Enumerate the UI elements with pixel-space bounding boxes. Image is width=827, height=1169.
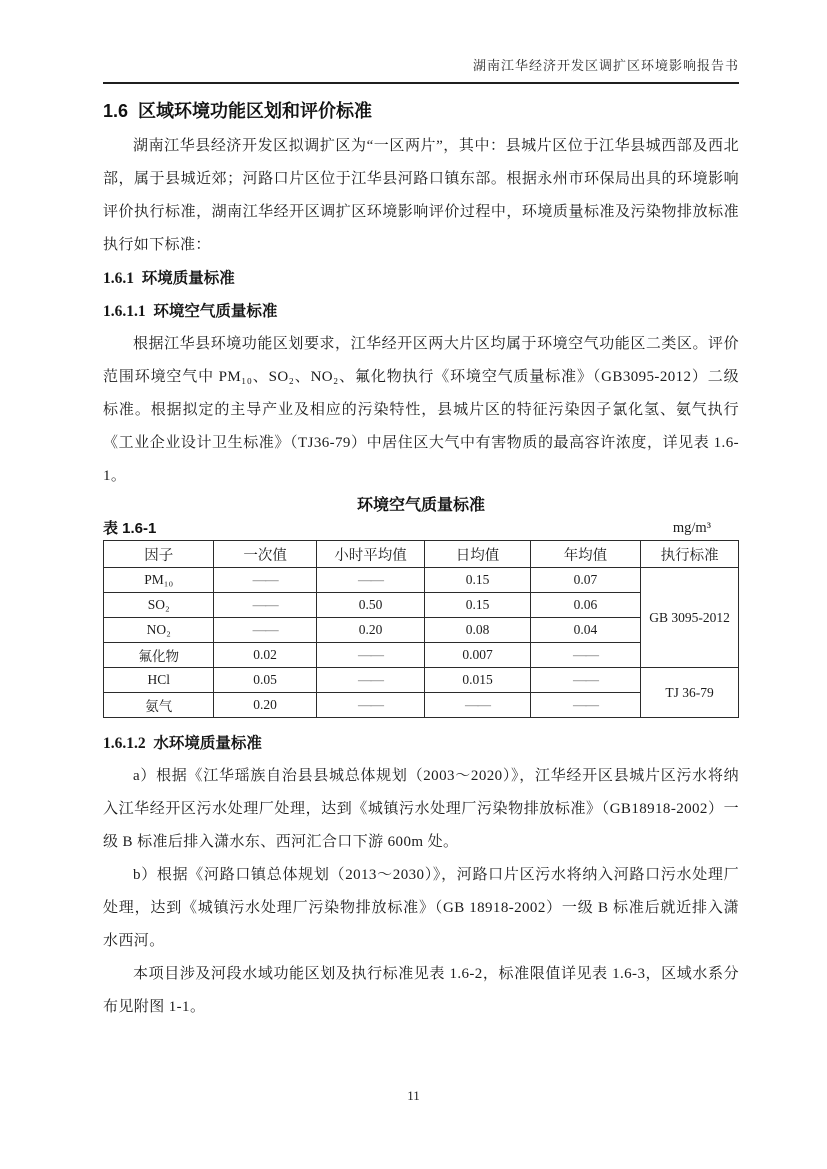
paragraph-water-a: a）根据《江华瑶族自治县县城总体规划（2003～2020）》，江华经开区县城片区污水将纳入江华经开区污水处理厂处理，达到《城镇污水处理厂污染物排放标准》（GB18918-2002）一级 B 标准后排入潇水东、西河汇合口下游 600m 处。 [103,768,739,850]
table-unit: mg/m³ [672,520,711,536]
cell-daily: 0.007 [425,643,530,668]
cell-once: —— [214,568,316,593]
cell-hourly: 0.50 [316,593,425,618]
cell-daily: —— [425,693,530,718]
cell-hourly: —— [316,643,425,668]
cell-once: —— [214,618,316,643]
col-header-annual: 年均值 [530,541,640,568]
paragraph-air-quality: 根据江华县环境功能区划要求，江华经开区两大片区均属于环境空气功能区二类区。评价范围环境空气中 PM₁₀、SO₂、NO₂、氟化物执行《环境空气质量标准》（GB3095-2012）二级标准。根据拟定的主导产业及相应的污染特性，县城片区的特征污染因子氯化氢、氨气执行《工业企业设计卫生标准》（TJ36-79）中居住区大气中有害物质的最高容许浓度，详见表 1.6-1。 [103,336,739,484]
cell-once: 0.05 [214,668,316,693]
cell-annual: 0.06 [530,593,640,618]
section-heading-1-6-1: 1.6.1 环境质量标准 [103,270,235,287]
col-header-once: 一次值 [214,541,316,568]
cell-hourly: —— [316,668,425,693]
air-quality-table-block [103,495,739,718]
cell-daily: 0.15 [425,568,530,593]
col-header-hourly: 小时平均值 [316,541,425,568]
table-header-row [104,541,739,568]
cell-hourly: —— [316,693,425,718]
cell-factor: HCl [104,668,214,693]
section-heading-1-6-1-1: 1.6.1.1 环境空气质量标准 [103,303,278,320]
cell-standard-tj: TJ 36-79 [641,668,739,718]
cell-annual: 0.07 [530,568,640,593]
paragraph-reference: 本项目涉及河段水域功能区划及执行标准见表 1.6-2，标准限值详见表 1.6-3，区域水系分布见附图 1-1。 [103,966,739,1015]
cell-factor: SO₂ [104,593,214,618]
page-number: 11 [407,1088,420,1103]
running-header-text: 湖南江华经济开发区调扩区环境影响报告书 [472,58,739,73]
cell-annual: —— [530,643,640,668]
cell-once: —— [214,593,316,618]
cell-once: 0.02 [214,643,316,668]
paragraph-intro: 湖南江华县经济开发区拟调扩区为“一区两片”，其中：县城片区位于江华县城西部及西北部，属于县城近郊；河路口片区位于江华县河路口镇东部。根据永州市环保局出具的环境影响评价执行标准，湖南江华经开区调扩区环境影响评价过程中，环境质量标准及污染物排放标准执行如下标准： [103,138,739,253]
cell-factor: NO₂ [104,618,214,643]
table-caption [103,518,739,539]
cell-hourly: —— [316,568,425,593]
table-row-hcl [104,668,739,693]
cell-annual: —— [530,693,640,718]
section-heading-1-6-1-2: 1.6.1.2 水环境质量标准 [103,735,262,752]
section-heading-1-6: 1.6 区域环境功能区划和评价标准 [103,101,373,121]
cell-standard-gb: GB 3095-2012 [641,568,739,668]
table-title: 环境空气质量标准 [356,497,485,514]
col-header-standard: 执行标准 [641,541,739,568]
cell-daily: 0.08 [425,618,530,643]
col-header-daily: 日均值 [425,541,530,568]
table-row-pm10 [104,568,739,593]
cell-hourly: 0.20 [316,618,425,643]
paragraph-water-b: b）根据《河路口镇总体规划（2013～2030）》，河路口片区污水将纳入河路口污水处理厂处理，达到《城镇污水处理厂污染物排放标准》（GB 18918-2002）一级 B 标准后就近排入潇水西河。 [103,867,739,949]
col-header-factor: 因子 [104,541,214,568]
cell-once: 0.20 [214,693,316,718]
cell-factor: 氟化物 [104,643,214,668]
cell-annual: 0.04 [530,618,640,643]
running-header [103,0,739,84]
cell-daily: 0.15 [425,593,530,618]
table-label: 表 1.6-1 [103,520,157,537]
cell-annual: —— [530,668,640,693]
cell-factor: 氨气 [104,693,214,718]
content-area [103,0,739,1024]
cell-factor: PM₁₀ [104,568,214,593]
air-quality-table [103,540,739,718]
cell-daily: 0.015 [425,668,530,693]
